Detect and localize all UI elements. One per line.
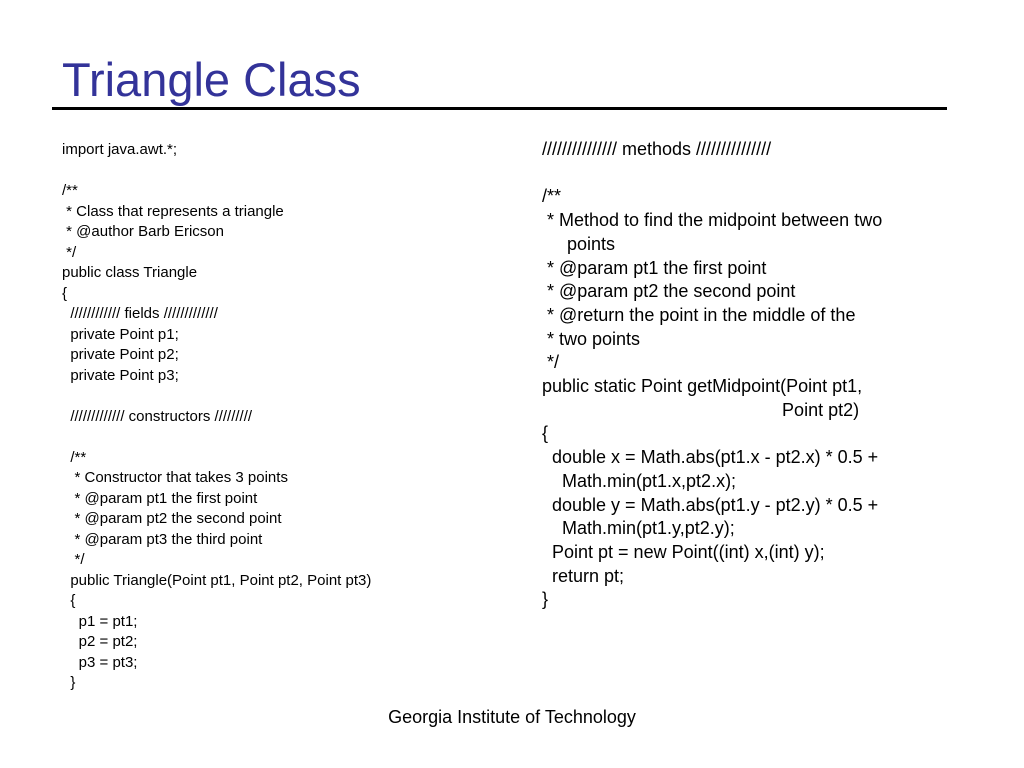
code-line: */ [542,352,560,373]
code-line: * @param pt1 the first point [542,257,767,278]
code-line [62,427,502,448]
footer-text: Georgia Institute of Technology [388,707,636,727]
right-code-block [542,138,992,612]
code-line: Point pt2) [542,399,860,420]
code-line: } [62,674,76,691]
code-line: * @author Barb Ericson [62,223,224,240]
code-line: { [542,423,549,444]
code-line [62,161,502,182]
code-line: Math.min(pt1.y,pt2.y); [542,518,735,539]
code-line: //////////// fields ///////////// [62,305,218,322]
code-line: ///////////// constructors ///////// [62,407,253,425]
code-line: Math.min(pt1.x,pt2.x); [542,470,737,491]
code-line: double x = Math.abs(pt1.x - pt2.x) * 0.5 + [542,447,879,468]
code-line: Point pt = new Point((int) x,(int) y); [542,541,825,562]
code-line [542,162,992,186]
code-line: p1 = pt1; [62,612,138,630]
code-line: p2 = pt2; [62,633,138,650]
code-line: * @param pt1 the first point [62,489,258,507]
code-line: double y = Math.abs(pt1.y - pt2.y) * 0.5 + [542,494,879,515]
code-line: /////////////// methods /////////////// [542,139,772,159]
code-line: * @param pt2 the second point [62,510,282,527]
code-line: } [542,589,549,610]
code-line: import java.awt.*; [62,141,178,158]
code-line: private Point p2; [62,346,179,363]
code-line: points [542,233,616,254]
left-code-block [62,140,502,694]
code-line: private Point p3; [62,366,179,384]
code-line: private Point p1; [62,325,179,343]
code-line: p3 = pt3; [62,653,138,671]
code-line: return pt; [542,565,625,586]
code-line: /** [542,186,562,207]
code-line: * @param pt3 the third point [62,530,263,548]
code-line: * @return the point in the middle of the [542,304,856,325]
code-line: /** [62,182,78,199]
code-line: * Method to find the midpoint between two [542,210,883,231]
code-line: { [62,284,68,302]
code-line: /** [62,448,87,466]
code-line: * Constructor that takes 3 points [62,469,288,486]
code-line: public class Triangle [62,264,198,281]
code-line: * @param pt2 the second point [542,281,796,302]
code-line: public static Point getMidpoint(Point pt1, [542,376,863,397]
code-line: */ [62,551,85,568]
code-line [62,386,502,407]
code-line: */ [62,243,77,261]
slide-title: Triangle Class [62,53,361,106]
code-line: * two points [542,328,641,349]
code-line: { [62,592,76,609]
code-line: * Class that represents a triangle [62,202,284,220]
code-line: public Triangle(Point pt1, Point pt2, Point pt3) [62,571,372,589]
title-underline [52,107,947,110]
